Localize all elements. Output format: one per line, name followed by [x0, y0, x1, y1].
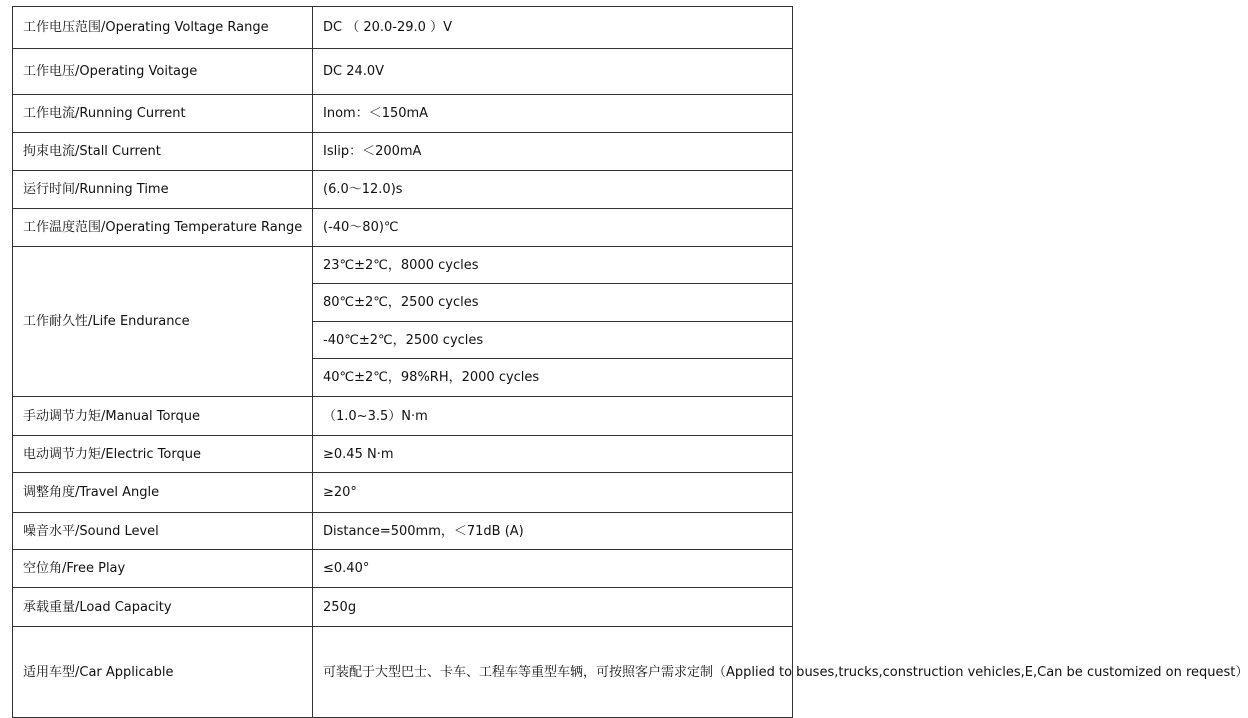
- param-value: -40℃±2℃，2500 cycles: [313, 322, 793, 359]
- param-value: DC 24.0V: [313, 49, 793, 95]
- param-value: DC （ 20.0-29.0 ）V: [313, 7, 793, 49]
- param-label: 工作温度范围/Operating Temperature Range: [13, 209, 313, 247]
- table-row: [13, 473, 793, 513]
- param-label: 工作耐久性/Life Endurance: [13, 247, 313, 397]
- param-label: 工作电压/Operating Voitage: [13, 49, 313, 95]
- param-value: ≥0.45 N·m: [313, 436, 793, 473]
- table-row: [13, 133, 793, 171]
- param-label: 工作电压范围/Operating Voltage Range: [13, 7, 313, 49]
- table-row: [13, 95, 793, 133]
- param-value: （1.0~3.5）N·m: [313, 397, 793, 436]
- param-label: 空位角/Free Play: [13, 550, 313, 588]
- param-label: 电动调节力矩/Electric Torque: [13, 436, 313, 473]
- specification-table: [12, 6, 1248, 718]
- table-row: [13, 397, 793, 436]
- table-row: [13, 7, 793, 49]
- param-value: Islip：＜200mA: [313, 133, 793, 171]
- param-value: 可装配于大型巴士、卡车、工程车等重型车辆，可按照客户需求定制（Applied to buses,trucks,construction vehicles,E,Can be customized on request）: [313, 627, 793, 718]
- param-value: 40℃±2℃，98%RH，2000 cycles: [313, 359, 793, 397]
- table-row: [13, 209, 793, 247]
- param-label: 工作电流/Running Current: [13, 95, 313, 133]
- param-value: Distance=500mm，＜71dB (A): [313, 513, 793, 550]
- param-value: (-40～80)℃: [313, 209, 793, 247]
- param-label: 适用车型/Car Applicable: [13, 627, 313, 718]
- param-value: 80℃±2℃，2500 cycles: [313, 284, 793, 322]
- param-value: 250g: [313, 588, 793, 627]
- table-row: [13, 588, 793, 627]
- table-row: [13, 436, 793, 473]
- param-label: 承载重量/Load Capacity: [13, 588, 313, 627]
- table-row: [13, 247, 793, 284]
- table-row: [13, 171, 793, 209]
- param-value: Inom：＜150mA: [313, 95, 793, 133]
- table-row: [13, 627, 793, 718]
- table-row: [13, 49, 793, 95]
- param-label: 运行时间/Running Time: [13, 171, 313, 209]
- param-label: 手动调节力矩/Manual Torque: [13, 397, 313, 436]
- table-row: [13, 513, 793, 550]
- param-value: ≥20°: [313, 473, 793, 513]
- param-value: (6.0～12.0)s: [313, 171, 793, 209]
- table-row: [13, 550, 793, 588]
- param-label: 噪音水平/Sound Level: [13, 513, 313, 550]
- param-value: ≤0.40°: [313, 550, 793, 588]
- param-label: 拘束电流/Stall Current: [13, 133, 313, 171]
- param-label: 调整角度/Travel Angle: [13, 473, 313, 513]
- param-value: 23℃±2℃，8000 cycles: [313, 247, 793, 284]
